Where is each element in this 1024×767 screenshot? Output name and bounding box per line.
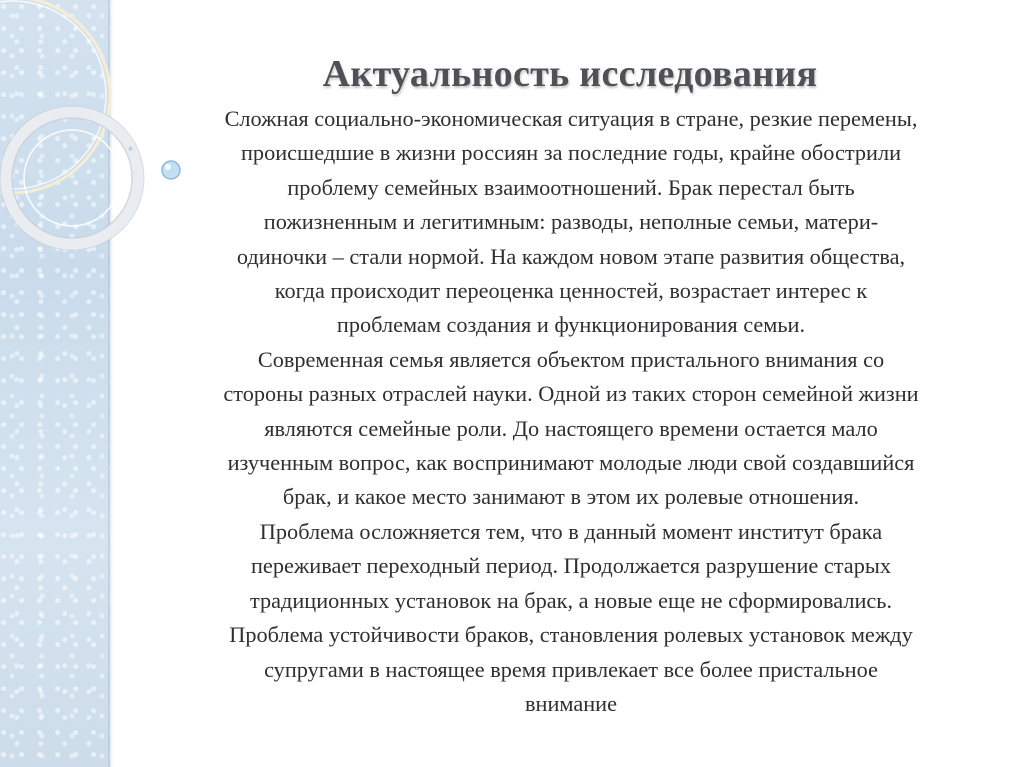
slide-body-text	[118, 102, 1024, 721]
text-line: проблему семейных взаимоотношений. Брак перестал быть	[287, 174, 855, 200]
slide-title: Актуальность исследования	[322, 53, 818, 95]
text-line: Сложная социально-экономическая ситуация в стране, резкие перемены,	[224, 106, 918, 131]
text-line: Современная семья является объектом пристального внимания со	[257, 346, 885, 372]
text-line: пожизненным и легитимным: разводы, неполные семьи, матери-	[263, 209, 879, 235]
text-line: стороны разных отраслей науки. Одной из таких сторон семейной жизни	[223, 381, 919, 407]
large-ring	[0, 0, 110, 193]
text-line: брак, и какое место занимают в этом их ролевые отношения.	[282, 484, 860, 510]
text-line: супругами в настоящее время привлекает все более пристальное	[264, 656, 878, 682]
text-line: традиционных установок на брак, а новые еще не сформировались.	[249, 587, 893, 613]
text-line: изученным вопрос, как воспринимают молодые люди свой создавшийся	[227, 450, 915, 476]
text-line: происшедшие в жизни россиян за последние годы, крайне обострили	[240, 140, 902, 166]
text-line: одиночки – стали нормой. На каждом новом этапе развития общества,	[236, 243, 906, 269]
text-line: когда происходит переоценка ценностей, возрастает интерес к	[274, 278, 868, 304]
text-line: проблемам создания и функционирования семьи.	[336, 312, 806, 338]
text-line: внимание	[524, 690, 617, 716]
bullet-icon: ◦	[128, 142, 133, 157]
text-line: Проблема осложняется тем, что в данный момент институт брака	[259, 518, 883, 544]
text-line: Проблема устойчивости браков, становления ролевых установок между	[229, 622, 913, 648]
text-line: переживает переходный период. Продолжается разрушение старых	[251, 553, 891, 579]
text-line: являются семейные роли. До настоящего времени остается мало	[264, 415, 878, 441]
